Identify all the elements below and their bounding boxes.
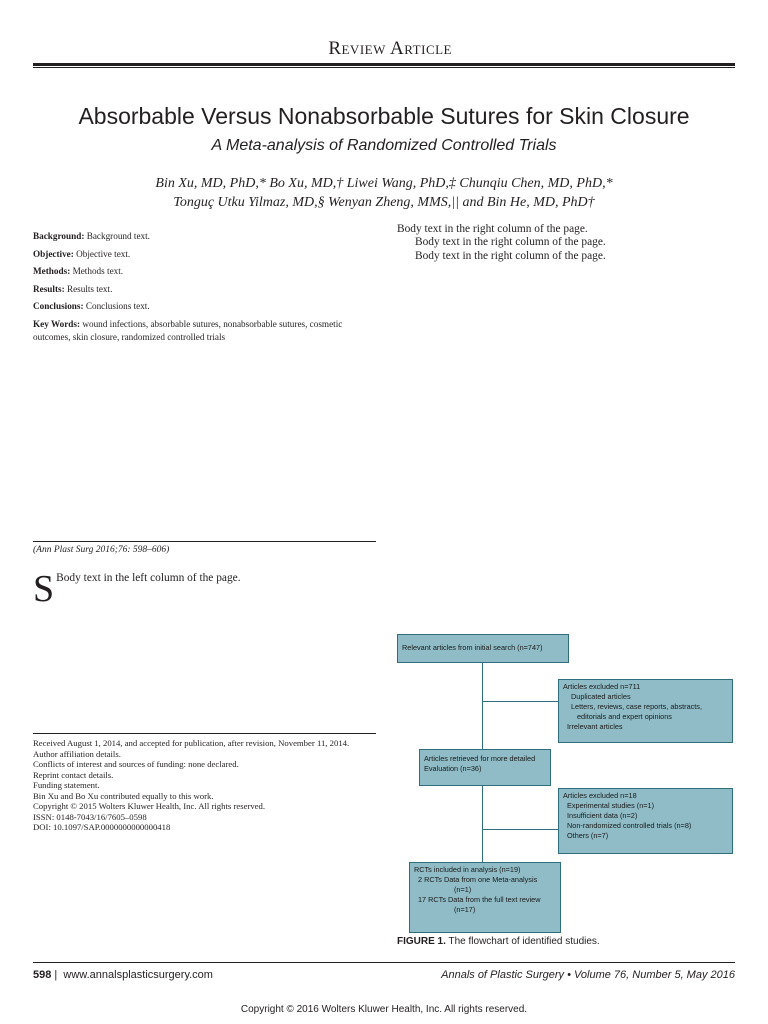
footer-rule [33, 962, 735, 963]
body-paragraph: Body text in the left column of the page. [56, 572, 241, 584]
drop-cap: S [33, 568, 55, 610]
section-label: Review Article [328, 38, 452, 59]
flow-box-excluded-1: Articles excluded n=711 Duplicated articles Letters, reviews, case reports, abstracts, editorials and expert opinions Irrelevant articles [558, 679, 733, 743]
abstract-conclusions: Conclusions: Conclusions text. [33, 301, 150, 312]
authors-line-1: Bin Xu, MD, PhD,* Bo Xu, MD,† Liwei Wang, PhD,‡ Chunqiu Chen, MD, PhD,* [155, 176, 613, 191]
footnote-affiliations: Author affiliation details. [33, 748, 121, 759]
flow-box-excluded-2: Articles excluded n=18 Experimental studies (n=1) Insufficient data (n=2) Non-randomized controlled trials (n=8) Others (n=7) [558, 788, 733, 854]
abstract [33, 230, 376, 540]
flow-connector [482, 786, 483, 862]
footnote-issn: ISSN: 0148-7043/16/7605–0598 [33, 811, 147, 822]
article-subtitle: A Meta-analysis of Randomized Controlled Trials [211, 137, 557, 154]
abstract-methods: Methods: Methods text. [33, 266, 124, 277]
abstract-background: Background: Background text. [33, 231, 150, 241]
journal-info: Annals of Plastic Surgery • Volume 76, Number 5, May 2016 [441, 969, 735, 981]
flow-connector [482, 663, 483, 749]
flow-box-included: RCTs included in analysis (n=19) 2 RCTs Data from one Meta-analysis (n=1) 17 RCTs Data from the full text review (n=17) [409, 862, 561, 933]
footnote-doi: DOI: 10.1097/SAP.0000000000000418 [33, 822, 171, 832]
flowchart-figure [397, 634, 737, 936]
authors-line-2: Tonguç Utku Yilmaz, MD,§ Wenyan Zheng, MMS,|| and Bin He, MD, PhD† [173, 195, 595, 210]
flow-connector [482, 701, 558, 702]
figure-caption: FIGURE 1. The flowchart of identified studies. [397, 936, 600, 947]
copyright-notice: Copyright © 2016 Wolters Kluwer Health, Inc. All rights reserved. [240, 1004, 528, 1015]
footnote-support: Funding statement. [33, 780, 100, 790]
journal-website: www.annalsplasticsurgery.com [63, 969, 213, 981]
footnote-contribution: Bin Xu and Bo Xu contributed equally to this work. [33, 790, 214, 801]
abstract-objective: Objective: Objective text. [33, 248, 131, 259]
page-footer-left: 598 | www.annalsplasticsurgery.com [33, 969, 213, 981]
footnote-reprints: Reprint contact details. [33, 769, 114, 780]
header-rule [33, 63, 735, 66]
body-left-column [33, 568, 376, 610]
abstract-keywords: Key Words: wound infections, absorbable sutures, nonabsorbable sutures, cosmetic outcomes, skin closure, randomized controlled trials [33, 318, 343, 342]
footnote-copyright: Copyright © 2015 Wolters Kluwer Health, Inc. All rights reserved. [33, 801, 266, 811]
citation: (Ann Plast Surg 2016;76: 598–606) [33, 545, 170, 555]
abstract-rule [33, 541, 376, 542]
author-list [60, 174, 708, 212]
flow-box-initial: Relevant articles from initial search (n=747) [397, 634, 569, 663]
article-title: Absorbable Versus Nonabsorbable Sutures for Skin Closure [78, 103, 690, 129]
footnote-received: Received August 1, 2014, and accepted for publication, after revision, November 11, 2014. [33, 738, 350, 748]
page-number: 598 [33, 969, 52, 981]
abstract-results: Results: Results text. [33, 283, 113, 294]
flow-box-retrieved: Articles retrieved for more detailed Evaluation (n=36) [419, 749, 551, 786]
flow-connector [482, 829, 558, 830]
footnotes [33, 738, 376, 833]
body-paragraph: Body text in the right column of the page. [397, 223, 588, 235]
header-rule-thin [33, 67, 735, 68]
body-paragraph: Body text in the right column of the page. [415, 249, 606, 262]
body-right-column [397, 223, 737, 263]
footnote-conflicts: Conflicts of interest and sources of funding: none declared. [33, 759, 239, 769]
body-paragraph: Body text in the right column of the page. [415, 236, 606, 249]
footnote-rule [33, 733, 376, 734]
